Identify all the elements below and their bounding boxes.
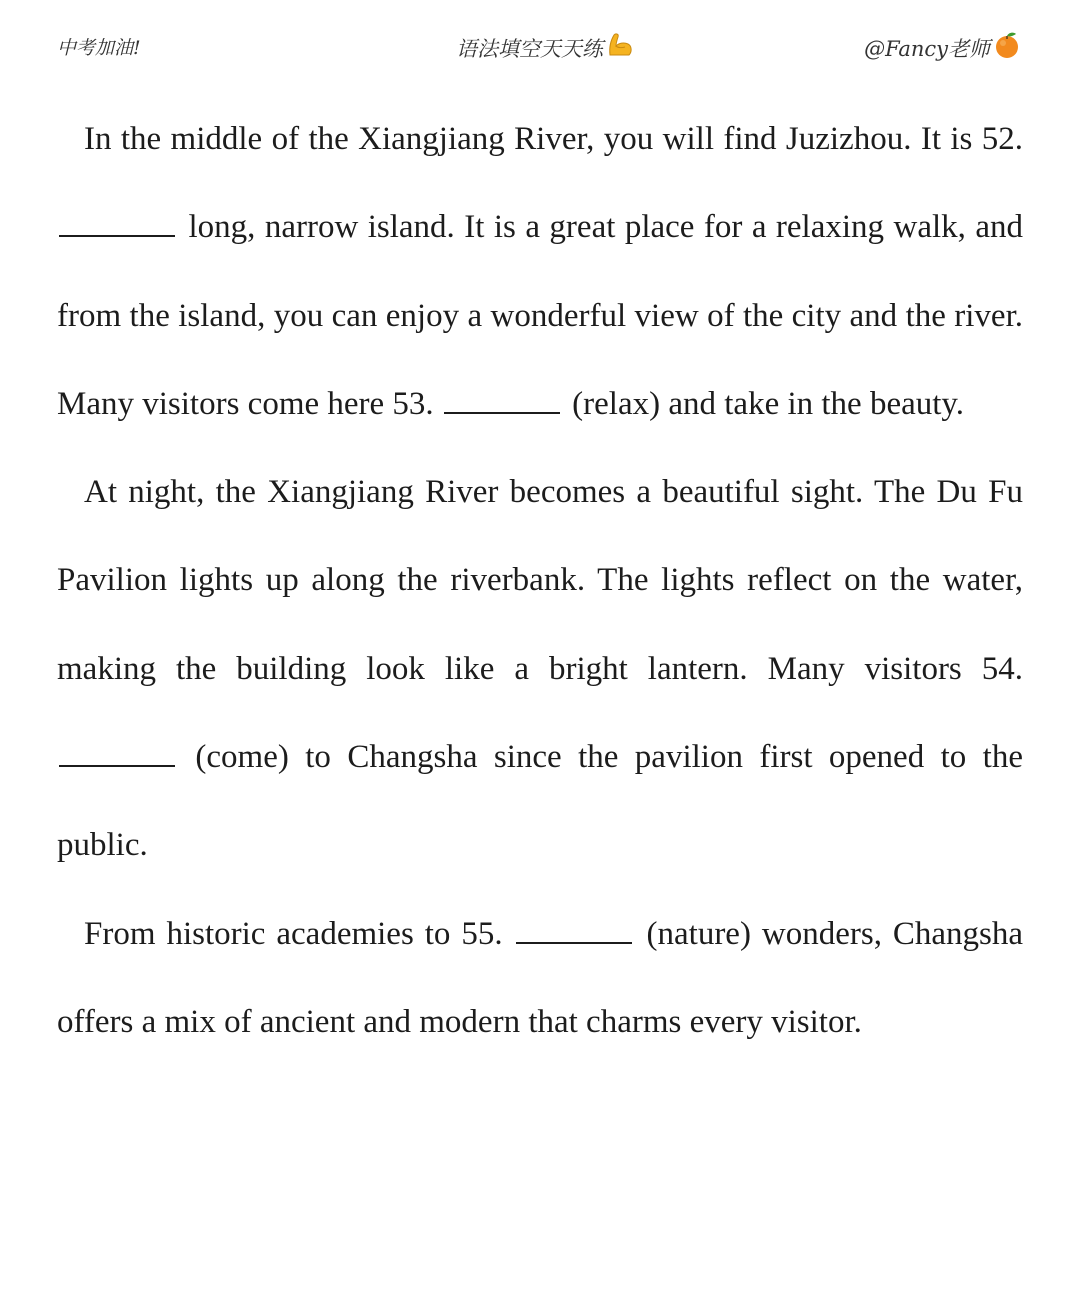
header-title bbox=[456, 30, 635, 71]
paragraph-2-part-1: At night, the Xiangjiang River becomes a beautiful sight. The Du Fu Pavilion lights up along the riverbank. The lights reflect on the water, making the building look like a bright lantern. Many visitors bbox=[57, 474, 1023, 687]
question-number-53: 53. bbox=[392, 385, 434, 422]
paragraph-1-part-1: In the middle of the Xiangjiang River, you will find Juzizhou. It is bbox=[84, 121, 973, 157]
header-title-text: 语法填空天天练 bbox=[456, 37, 603, 61]
page-header bbox=[0, 0, 1080, 90]
flexed-biceps-icon bbox=[605, 30, 635, 71]
answer-blank-53[interactable] bbox=[444, 388, 560, 414]
paragraph-1 bbox=[57, 95, 1023, 448]
orange-fruit-icon bbox=[992, 30, 1022, 71]
paragraph-3-part-1: From historic academies to bbox=[84, 915, 451, 952]
paragraph-3-part-2: (nature) wonders, Changsha offers a mix of ancient and modern that charms every visitor. bbox=[57, 915, 1024, 1040]
header-author-text: @Fancy老师 bbox=[864, 37, 990, 61]
question-number-52: 52. bbox=[981, 121, 1024, 157]
question-number-55: 55. bbox=[461, 915, 503, 952]
paragraph-2-part-2: (come) to Changsha since the pavilion first opened to the public. bbox=[57, 739, 1023, 864]
header-slogan: 中考加油! bbox=[57, 37, 141, 59]
cloze-passage bbox=[57, 95, 1023, 1066]
question-number-54: 54. bbox=[981, 650, 1024, 687]
answer-blank-55[interactable] bbox=[516, 918, 632, 944]
answer-blank-54[interactable] bbox=[59, 741, 175, 767]
paragraph-1-part-3: (relax) and take in the beauty. bbox=[572, 385, 965, 422]
paragraph-3 bbox=[57, 890, 1023, 1067]
paragraph-1-part-2: long, narrow island. It is a great place for a relaxing walk, and from the island, you can enjoy a wonderful view of the city and the river. Many visitors come here bbox=[57, 209, 1023, 422]
header-author bbox=[864, 30, 1022, 71]
answer-blank-52[interactable] bbox=[59, 211, 175, 237]
paragraph-2 bbox=[57, 448, 1023, 889]
